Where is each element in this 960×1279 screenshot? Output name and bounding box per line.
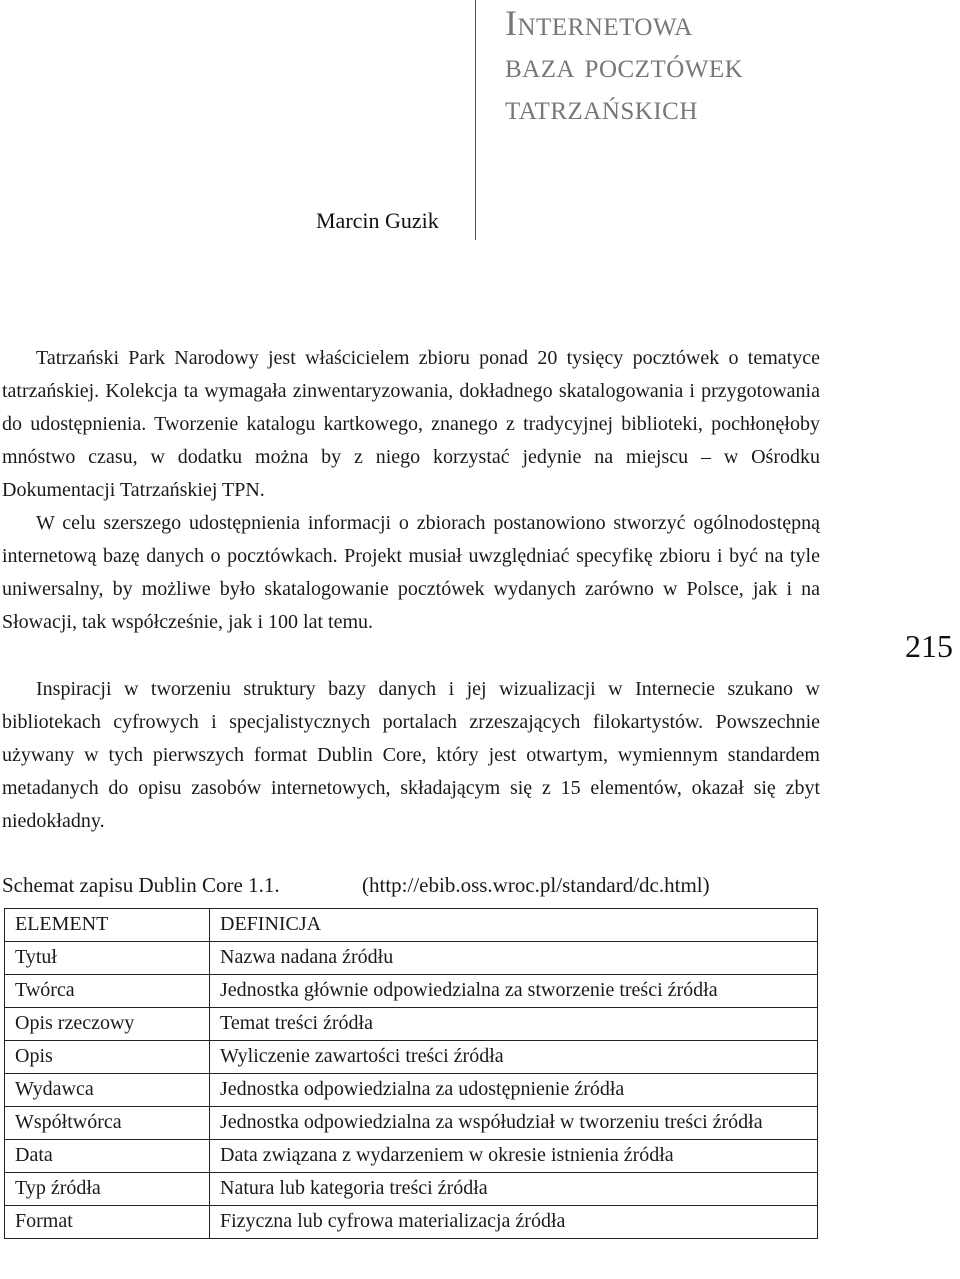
definition-cell: Jednostka odpowiedzialna za udostępnienie źródła	[210, 1074, 818, 1107]
definition-cell: Natura lub kategoria treści źródła	[210, 1173, 818, 1206]
element-cell: Tytuł	[5, 942, 210, 975]
table-row	[5, 1107, 818, 1140]
definition-cell: Wyliczenie zawartości treści źródła	[210, 1041, 818, 1074]
definition-cell: Fizyczna lub cyfrowa materializacja źródła	[210, 1206, 818, 1239]
header-cell: ELEMENT	[5, 909, 210, 942]
table-header-row	[5, 909, 818, 942]
element-cell: Format	[5, 1206, 210, 1239]
header-cell: DEFINICJA	[210, 909, 818, 942]
title-line-3: tatrzańskich	[505, 87, 698, 127]
table-row	[5, 1206, 818, 1239]
definition-cell: Temat treści źródła	[210, 1008, 818, 1041]
body-section-1	[2, 342, 820, 639]
table-row	[5, 942, 818, 975]
paragraph: Tatrzański Park Narodowy jest właścicielem zbioru ponad 20 tysięcy pocztówek o tematyce tatrzańskiej. Kolekcja ta wymagała zinwentaryzowania, dokładnego skatalogowania i przygotowania do udostępnienia. Tworzenie katalogu kartkowego, znanego z tradycyjnej biblioteki, pochłonęłoby mnóstwo czasu, w dodatku można by z niego korzystać jedynie na miejscu – w Ośrodku Dokumentacji Tatrzańskiej TPN.	[2, 347, 820, 501]
paragraph: Inspiracji w tworzeniu struktury bazy danych i jej wizualizacji w Internecie szukano w bibliotekach cyfrowych i specjalistycznych portalach zrzeszających filokartystów. Powszechnie używany w tych pierwszych format Dublin Core, który jest otwartym, wymiennym standardem metadanych do opisu zasobów internetowych, składającym się z 15 elementów, okazał się zbyt niedokładny.	[2, 678, 820, 832]
definition-cell: Nazwa nadana źródłu	[210, 942, 818, 975]
body-section-2	[2, 673, 820, 838]
table-row	[5, 1140, 818, 1173]
definition-cell: Jednostka odpowiedzialna za współudział w tworzeniu treści źródła	[210, 1107, 818, 1140]
article-title	[505, 2, 945, 128]
table-row	[5, 1173, 818, 1206]
element-cell: Współtwórca	[5, 1107, 210, 1140]
element-cell: Twórca	[5, 975, 210, 1008]
table-row	[5, 975, 818, 1008]
dublin-core-table	[4, 908, 818, 1239]
title-line-2: baza pocztówek	[505, 45, 744, 85]
paragraph: W celu szerszego udostępnienia informacji o zbiorach postanowiono stworzyć ogólnodostępną internetową bazę danych o pocztówkach. Projekt musiał uwzględniać specyfikę zbioru i być na tyle uniwersalny, by możliwe było skatalogowanie pocztówek wydanych zarówno w Polsce, jak i na Słowacji, tak współcześnie, jak i 100 lat temu.	[2, 512, 820, 633]
title-line-1: Internetowa	[505, 3, 693, 43]
author-name: Marcin Guzik	[316, 208, 439, 233]
definition-cell: Jednostka głównie odpowiedzialna za stworzenie treści źródła	[210, 975, 818, 1008]
element-cell: Opis	[5, 1041, 210, 1074]
table-row	[5, 1074, 818, 1107]
header-divider-line	[475, 0, 476, 240]
element-cell: Data	[5, 1140, 210, 1173]
element-cell: Opis rzeczowy	[5, 1008, 210, 1041]
table-source-link: (http://ebib.oss.wroc.pl/standard/dc.html)	[362, 873, 710, 897]
table-row	[5, 1008, 818, 1041]
element-cell: Typ źródła	[5, 1173, 210, 1206]
definition-cell: Data związana z wydarzeniem w okresie istnienia źródła	[210, 1140, 818, 1173]
element-cell: Wydawca	[5, 1074, 210, 1107]
table-caption: Schemat zapisu Dublin Core 1.1.	[2, 873, 280, 897]
page-number: 215	[905, 628, 953, 664]
table-row	[5, 1041, 818, 1074]
